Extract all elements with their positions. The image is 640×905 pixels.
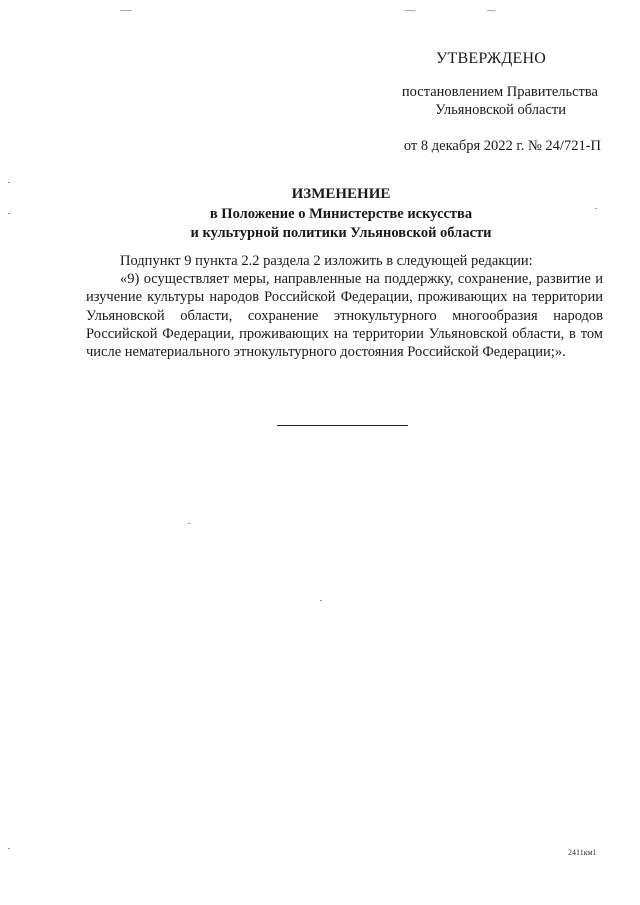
scan-artifact <box>320 600 322 601</box>
body-paragraph-quoted: «9) осуществляет меры, направленные на поддержку, сохранение, развитие и изучение культуры народов Российской Федерации, проживающих на территории Ульяновской области, сохранение этнокультурного многообразия народов Российской Федерации, проживающих на территории Ульяновской области, в том числе нематериального этнокультурного достояния Российской Федерации;». <box>86 271 603 361</box>
scan-artifact <box>487 10 495 11</box>
scan-artifact <box>188 523 190 524</box>
scan-artifact <box>120 10 132 11</box>
scan-artifact <box>8 848 10 849</box>
approval-issuer-line2: Ульяновской области <box>435 102 566 118</box>
document-body <box>86 252 603 361</box>
document-subtitle-line1: в Положение о Министерстве искусства <box>209 206 473 222</box>
scan-artifact <box>405 10 415 11</box>
footer-code: 2411км1 <box>568 848 597 857</box>
document-title: ИЗМЕНЕНИЕ <box>291 186 391 202</box>
document-subtitle-line2: и культурной политики Ульяновской области <box>190 225 492 241</box>
body-paragraph-intro: Подпункт 9 пункта 2.2 раздела 2 изложить в следующей редакции: <box>120 253 533 269</box>
scan-artifact <box>8 182 10 183</box>
approval-heading: УТВЕРЖДЕНО <box>435 50 546 67</box>
approval-date: от 8 декабря 2022 г. № 24/721-П <box>403 138 601 154</box>
approval-issuer-line1: постановлением Правительства <box>401 84 598 100</box>
closing-rule <box>277 425 408 426</box>
